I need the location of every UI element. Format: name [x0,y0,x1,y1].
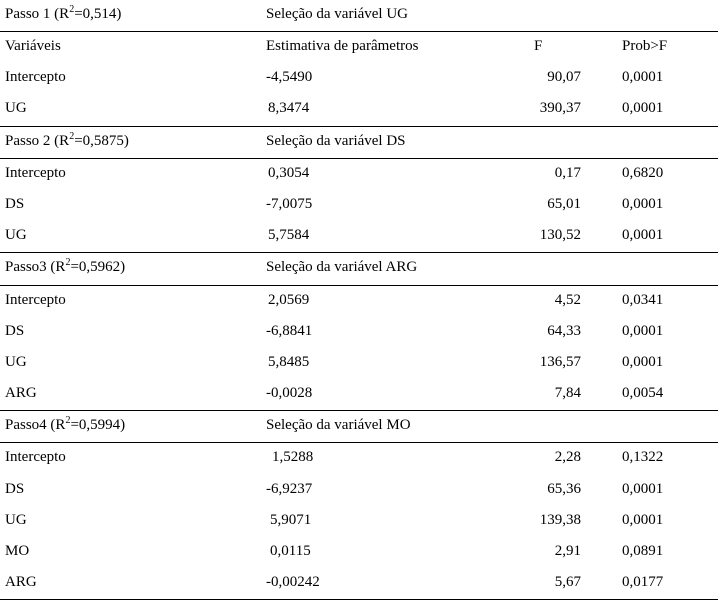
step-label: Passo 1 $(R^2=0,514)$ [5,4,122,22]
step-selection: Seleção da variável UG [266,6,409,22]
cell-estimate: 0,3054 [268,164,310,181]
cell-variable: UG [5,353,27,370]
header-estimate: Estimativa de parâmetros [266,38,419,54]
cell-f: 136,57 [539,353,581,370]
step-label: Passo 2 $(R^2=0,5875)$ [5,130,129,149]
cell-estimate: -4,5490 [266,69,313,86]
cell-f: 4,52 [554,291,581,308]
table-row [0,348,718,379]
cell-f: 65,01 [547,195,581,212]
cell-prob: 0,0001 [622,353,664,370]
cell-prob: 0,0891 [622,543,664,559]
cell-prob: 0,6820 [622,164,664,181]
cell-prob: 0,0177 [622,574,664,591]
cell-f: 90,07 [547,69,581,86]
cell-variable: ARG [5,574,37,591]
table-row [0,442,718,474]
header-variables: Variáveis [5,38,61,54]
cell-variable: UG [5,100,27,117]
step-row [0,126,718,158]
cell-estimate: -0,00242 [266,574,320,591]
step-label: Passo3 $(R^2=0,5962)$ [5,257,126,276]
cell-estimate: 5,9071 [270,511,312,528]
cell-prob: 0,0001 [622,195,664,212]
cell-prob: 0,0001 [622,322,664,339]
table-row [0,190,718,221]
cell-estimate: 1,5288 [272,449,314,466]
cell-f: 65,36 [547,480,581,497]
cell-variable: Intercepto [5,449,66,466]
cell-prob: 0,0054 [622,385,664,402]
cell-prob: 0,0341 [622,291,664,308]
table-row [0,537,718,568]
cell-estimate: -0,0028 [266,385,313,402]
cell-variable: DS [5,480,25,497]
table-row [0,221,718,252]
cell-f: 64,33 [547,322,581,339]
cell-estimate: 5,7584 [268,227,310,244]
cell-f: 2,28 [554,449,581,466]
table-row [0,568,718,600]
step-row [0,0,718,31]
cell-estimate: 0,0115 [270,543,311,559]
table-row [0,506,718,537]
cell-prob: 0,0001 [622,227,664,244]
cell-f: 5,67 [554,574,581,591]
header-row [0,31,718,63]
cell-prob: 0,0001 [622,511,664,528]
step-label: Passo4 $(R^2=0,5994)$ [5,415,126,434]
cell-variable: ARG [5,385,37,402]
cell-estimate: 2,0569 [268,291,310,308]
cell-estimate: -6,9237 [266,480,313,497]
cell-f: 139,38 [539,511,581,528]
cell-estimate: -7,0075 [266,195,313,212]
table-row [0,285,718,317]
cell-variable: DS [5,195,25,212]
cell-variable: DS [5,322,25,339]
cell-prob: 0,0001 [622,480,664,497]
cell-variable: Intercepto [5,164,66,181]
header-f: F [534,38,543,54]
cell-f: 130,52 [539,227,581,244]
step-row [0,252,718,284]
cell-variable: UG [5,511,27,528]
step-selection: Seleção da variável DS [266,132,406,149]
cell-estimate: 5,8485 [268,353,310,370]
cell-variable: Intercepto [5,291,66,308]
cell-estimate: 8,3474 [268,100,310,117]
cell-f: 2,91 [554,543,581,559]
header-prob: Prob>F [622,38,668,54]
step-row [0,410,718,442]
table-row [0,63,718,94]
cell-f: 7,84 [554,385,581,402]
table-row [0,94,718,125]
table-row [0,317,718,348]
cell-f: 0,17 [554,164,581,181]
table-row [0,379,718,410]
cell-variable: Intercepto [5,69,66,86]
cell-f: 390,37 [539,100,581,117]
table-row [0,158,718,190]
cell-variable: UG [5,227,27,244]
cell-variable: MO [5,543,30,559]
cell-prob: 0,0001 [622,100,664,117]
table-row [0,475,718,506]
cell-estimate: -6,8841 [266,322,313,339]
cell-prob: 0,1322 [622,449,664,466]
step-selection: Seleção da variável MO [266,417,411,434]
cell-prob: 0,0001 [622,69,664,86]
step-selection: Seleção da variável ARG [266,259,418,276]
